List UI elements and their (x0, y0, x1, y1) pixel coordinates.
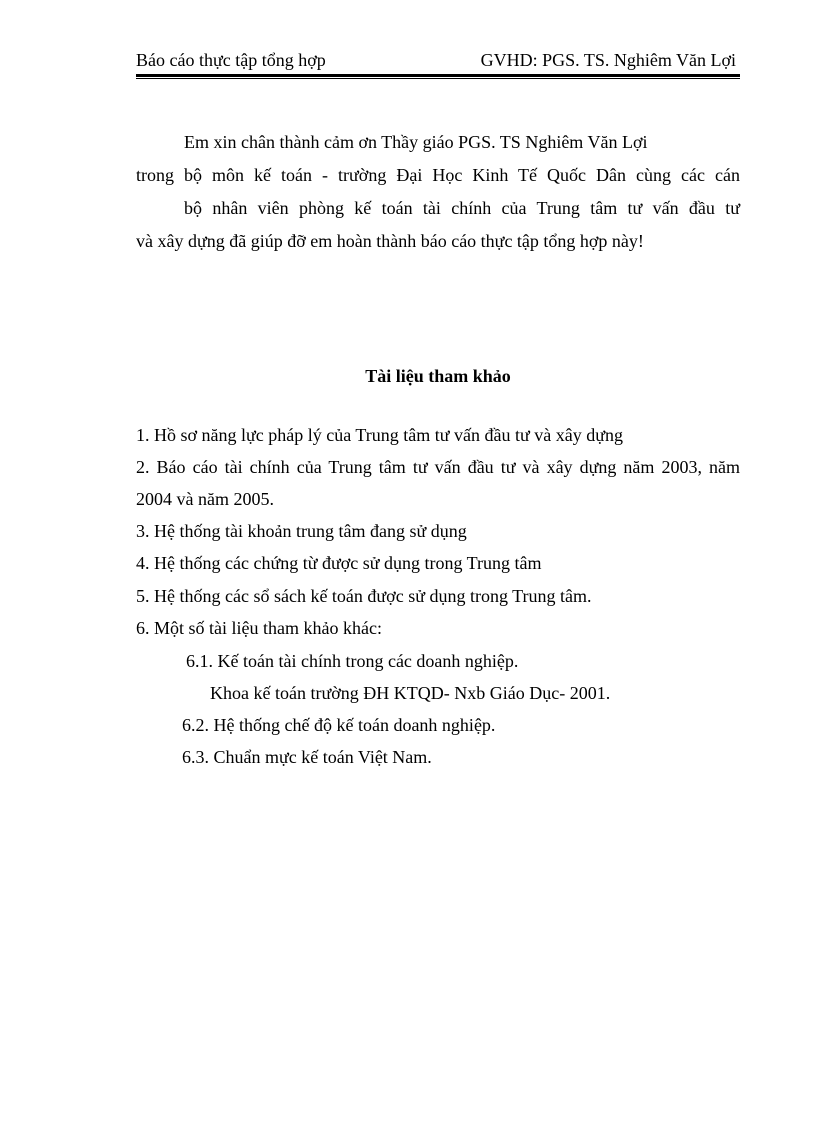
references-title: Tài liệu tham khảo (365, 366, 511, 386)
reference-item-1: 1. Hồ sơ năng lực pháp lý của Trung tâm tư vấn đầu tư và xây dựng (136, 425, 623, 445)
header-rule-thin (136, 78, 740, 79)
reference-item-6: 6. Một số tài liệu tham khảo khác: (136, 618, 382, 638)
page-header (136, 50, 740, 74)
reference-item-6-3: 6.3. Chuẩn mực kế toán Việt Nam. (182, 747, 432, 767)
reference-item-2-line-2: 2004 và năm 2005. (136, 489, 274, 509)
header-supervisor: GVHD: PGS. TS. Nghiêm Văn Lợi (480, 50, 736, 70)
ack-line-3: bộ nhân viên phòng kế toán tài chính của Trung tâm tư vấn đầu tư (184, 198, 740, 218)
reference-item-6-1: 6.1. Kế toán tài chính trong các doanh nghiệp. (186, 651, 519, 671)
reference-item-2-line-1: 2. Báo cáo tài chính của Trung tâm tư vấn đầu tư và xây dựng năm 2003, năm (136, 457, 740, 477)
reference-item-6-1-source: Khoa kế toán trường ĐH KTQD- Nxb Giáo Dục- 2001. (210, 683, 611, 703)
ack-line-1: Em xin chân thành cảm ơn Thầy giáo PGS. TS Nghiêm Văn Lợi (184, 132, 648, 152)
ack-line-4: và xây dựng đã giúp đỡ em hoàn thành báo cáo thực tập tổng hợp này! (136, 231, 644, 251)
reference-item-6-2: 6.2. Hệ thống chế độ kế toán doanh nghiệp. (182, 715, 496, 735)
reference-item-3: 3. Hệ thống tài khoản trung tâm đang sử dụng (136, 521, 467, 541)
ack-line-2: trong bộ môn kế toán - trường Đại Học Kinh Tế Quốc Dân cùng các cán (136, 165, 740, 185)
reference-item-4: 4. Hệ thống các chứng từ được sử dụng trong Trung tâm (136, 553, 542, 573)
header-report-title: Báo cáo thực tập tổng hợp (136, 50, 326, 70)
header-rule-thick (136, 74, 740, 77)
reference-item-5: 5. Hệ thống các sổ sách kế toán được sử dụng trong Trung tâm. (136, 586, 592, 606)
